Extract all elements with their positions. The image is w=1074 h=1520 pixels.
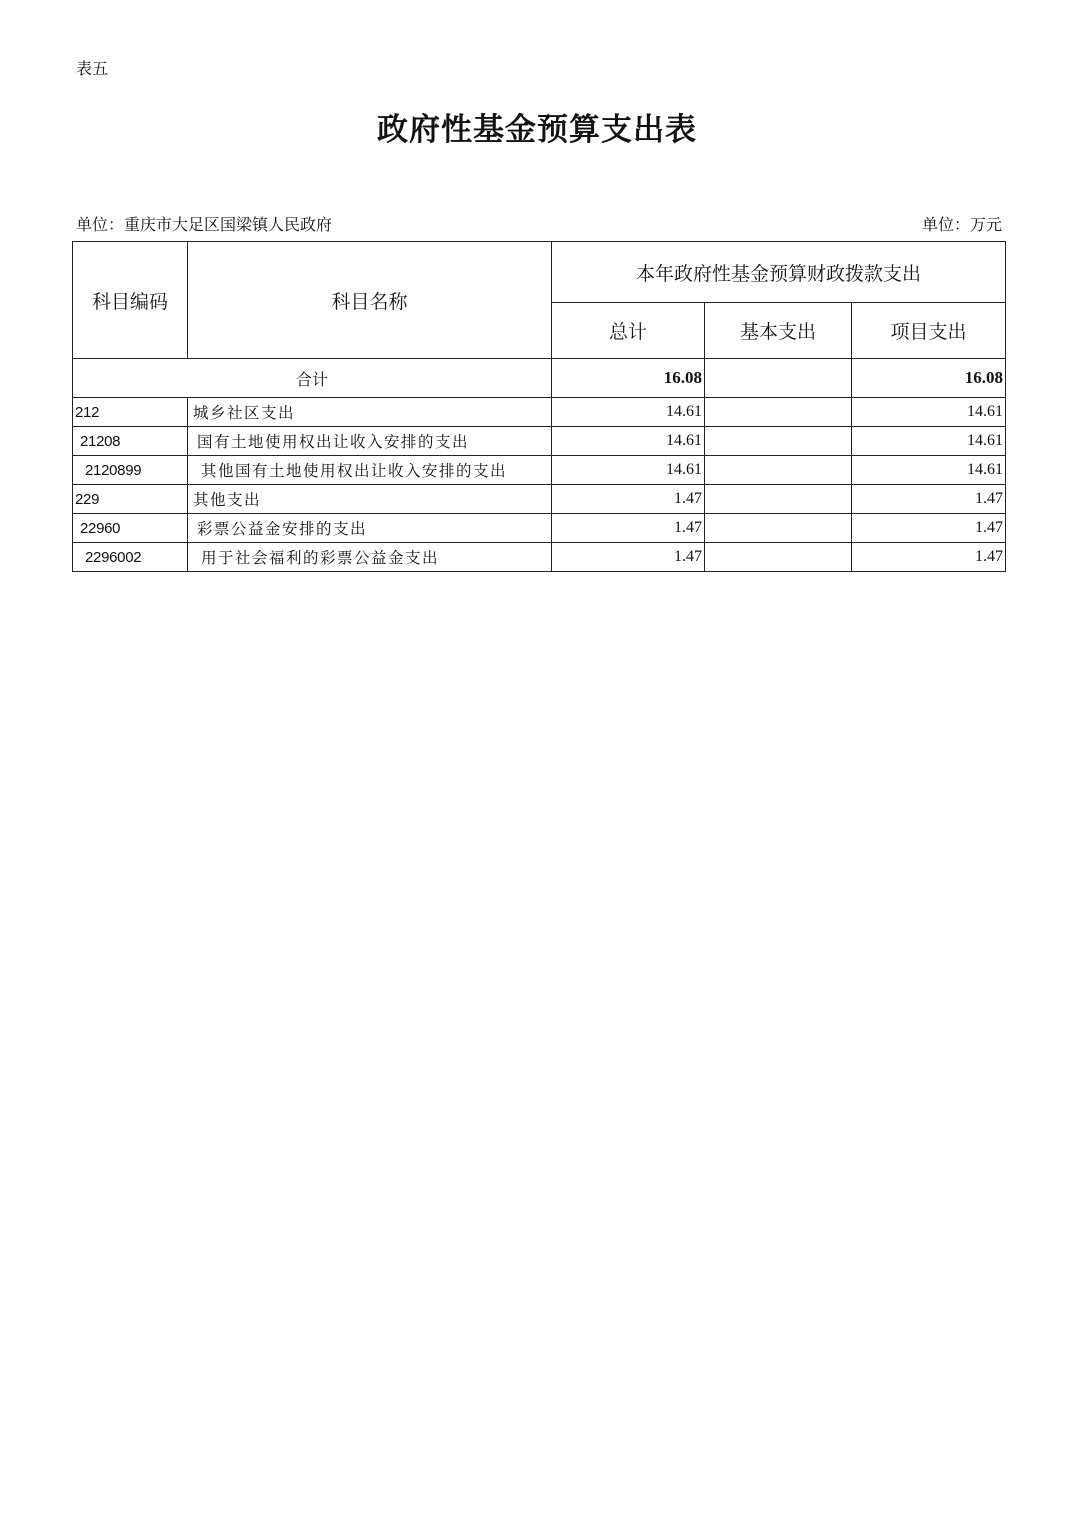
page-title: 政府性基金预算支出表 (377, 112, 697, 148)
row-project: 1.47 (852, 514, 1006, 543)
row-project: 14.61 (852, 427, 1006, 456)
total-row (73, 359, 1006, 398)
header-basic: 基本支出 (705, 303, 852, 359)
budget-table (72, 241, 1006, 572)
row-basic (705, 485, 852, 514)
row-code: 2296002 (73, 543, 188, 572)
total-label: 合计 (73, 359, 552, 398)
row-code: 22960 (73, 514, 188, 543)
unit-currency: 单位：万元 (921, 215, 1002, 234)
row-basic (705, 456, 852, 485)
table-row (73, 485, 1006, 514)
total-project: 16.08 (852, 359, 1006, 398)
table-row (73, 543, 1006, 572)
header-group: 本年政府性基金预算财政拨款支出 (552, 242, 1006, 303)
row-total: 1.47 (552, 485, 705, 514)
row-basic (705, 543, 852, 572)
total-basic (705, 359, 852, 398)
row-name: 国有土地使用权出让收入安排的支出 (188, 427, 552, 456)
table-row (73, 398, 1006, 427)
table-number: 表五 (76, 59, 109, 78)
row-name: 其他支出 (188, 485, 552, 514)
row-name: 城乡社区支出 (188, 398, 552, 427)
row-total: 14.61 (552, 398, 705, 427)
row-total: 1.47 (552, 543, 705, 572)
row-project: 14.61 (852, 456, 1006, 485)
row-code: 2120899 (73, 456, 188, 485)
row-total: 14.61 (552, 427, 705, 456)
header-name: 科目名称 (188, 242, 552, 359)
table-row (73, 456, 1006, 485)
unit-organization: 单位：重庆市大足区国梁镇人民政府 (76, 215, 333, 234)
row-total: 1.47 (552, 514, 705, 543)
row-basic (705, 514, 852, 543)
row-name: 用于社会福利的彩票公益金支出 (188, 543, 552, 572)
header-code: 科目编码 (73, 242, 188, 359)
header-total: 总计 (552, 303, 705, 359)
total-total: 16.08 (552, 359, 705, 398)
row-project: 1.47 (852, 543, 1006, 572)
row-project: 1.47 (852, 485, 1006, 514)
row-name: 其他国有土地使用权出让收入安排的支出 (188, 456, 552, 485)
row-code: 212 (73, 398, 188, 427)
row-basic (705, 427, 852, 456)
table-row (73, 514, 1006, 543)
row-basic (705, 398, 852, 427)
row-project: 14.61 (852, 398, 1006, 427)
row-total: 14.61 (552, 456, 705, 485)
row-code: 229 (73, 485, 188, 514)
header-project: 项目支出 (852, 303, 1006, 359)
row-name: 彩票公益金安排的支出 (188, 514, 552, 543)
row-code: 21208 (73, 427, 188, 456)
table-row (73, 427, 1006, 456)
